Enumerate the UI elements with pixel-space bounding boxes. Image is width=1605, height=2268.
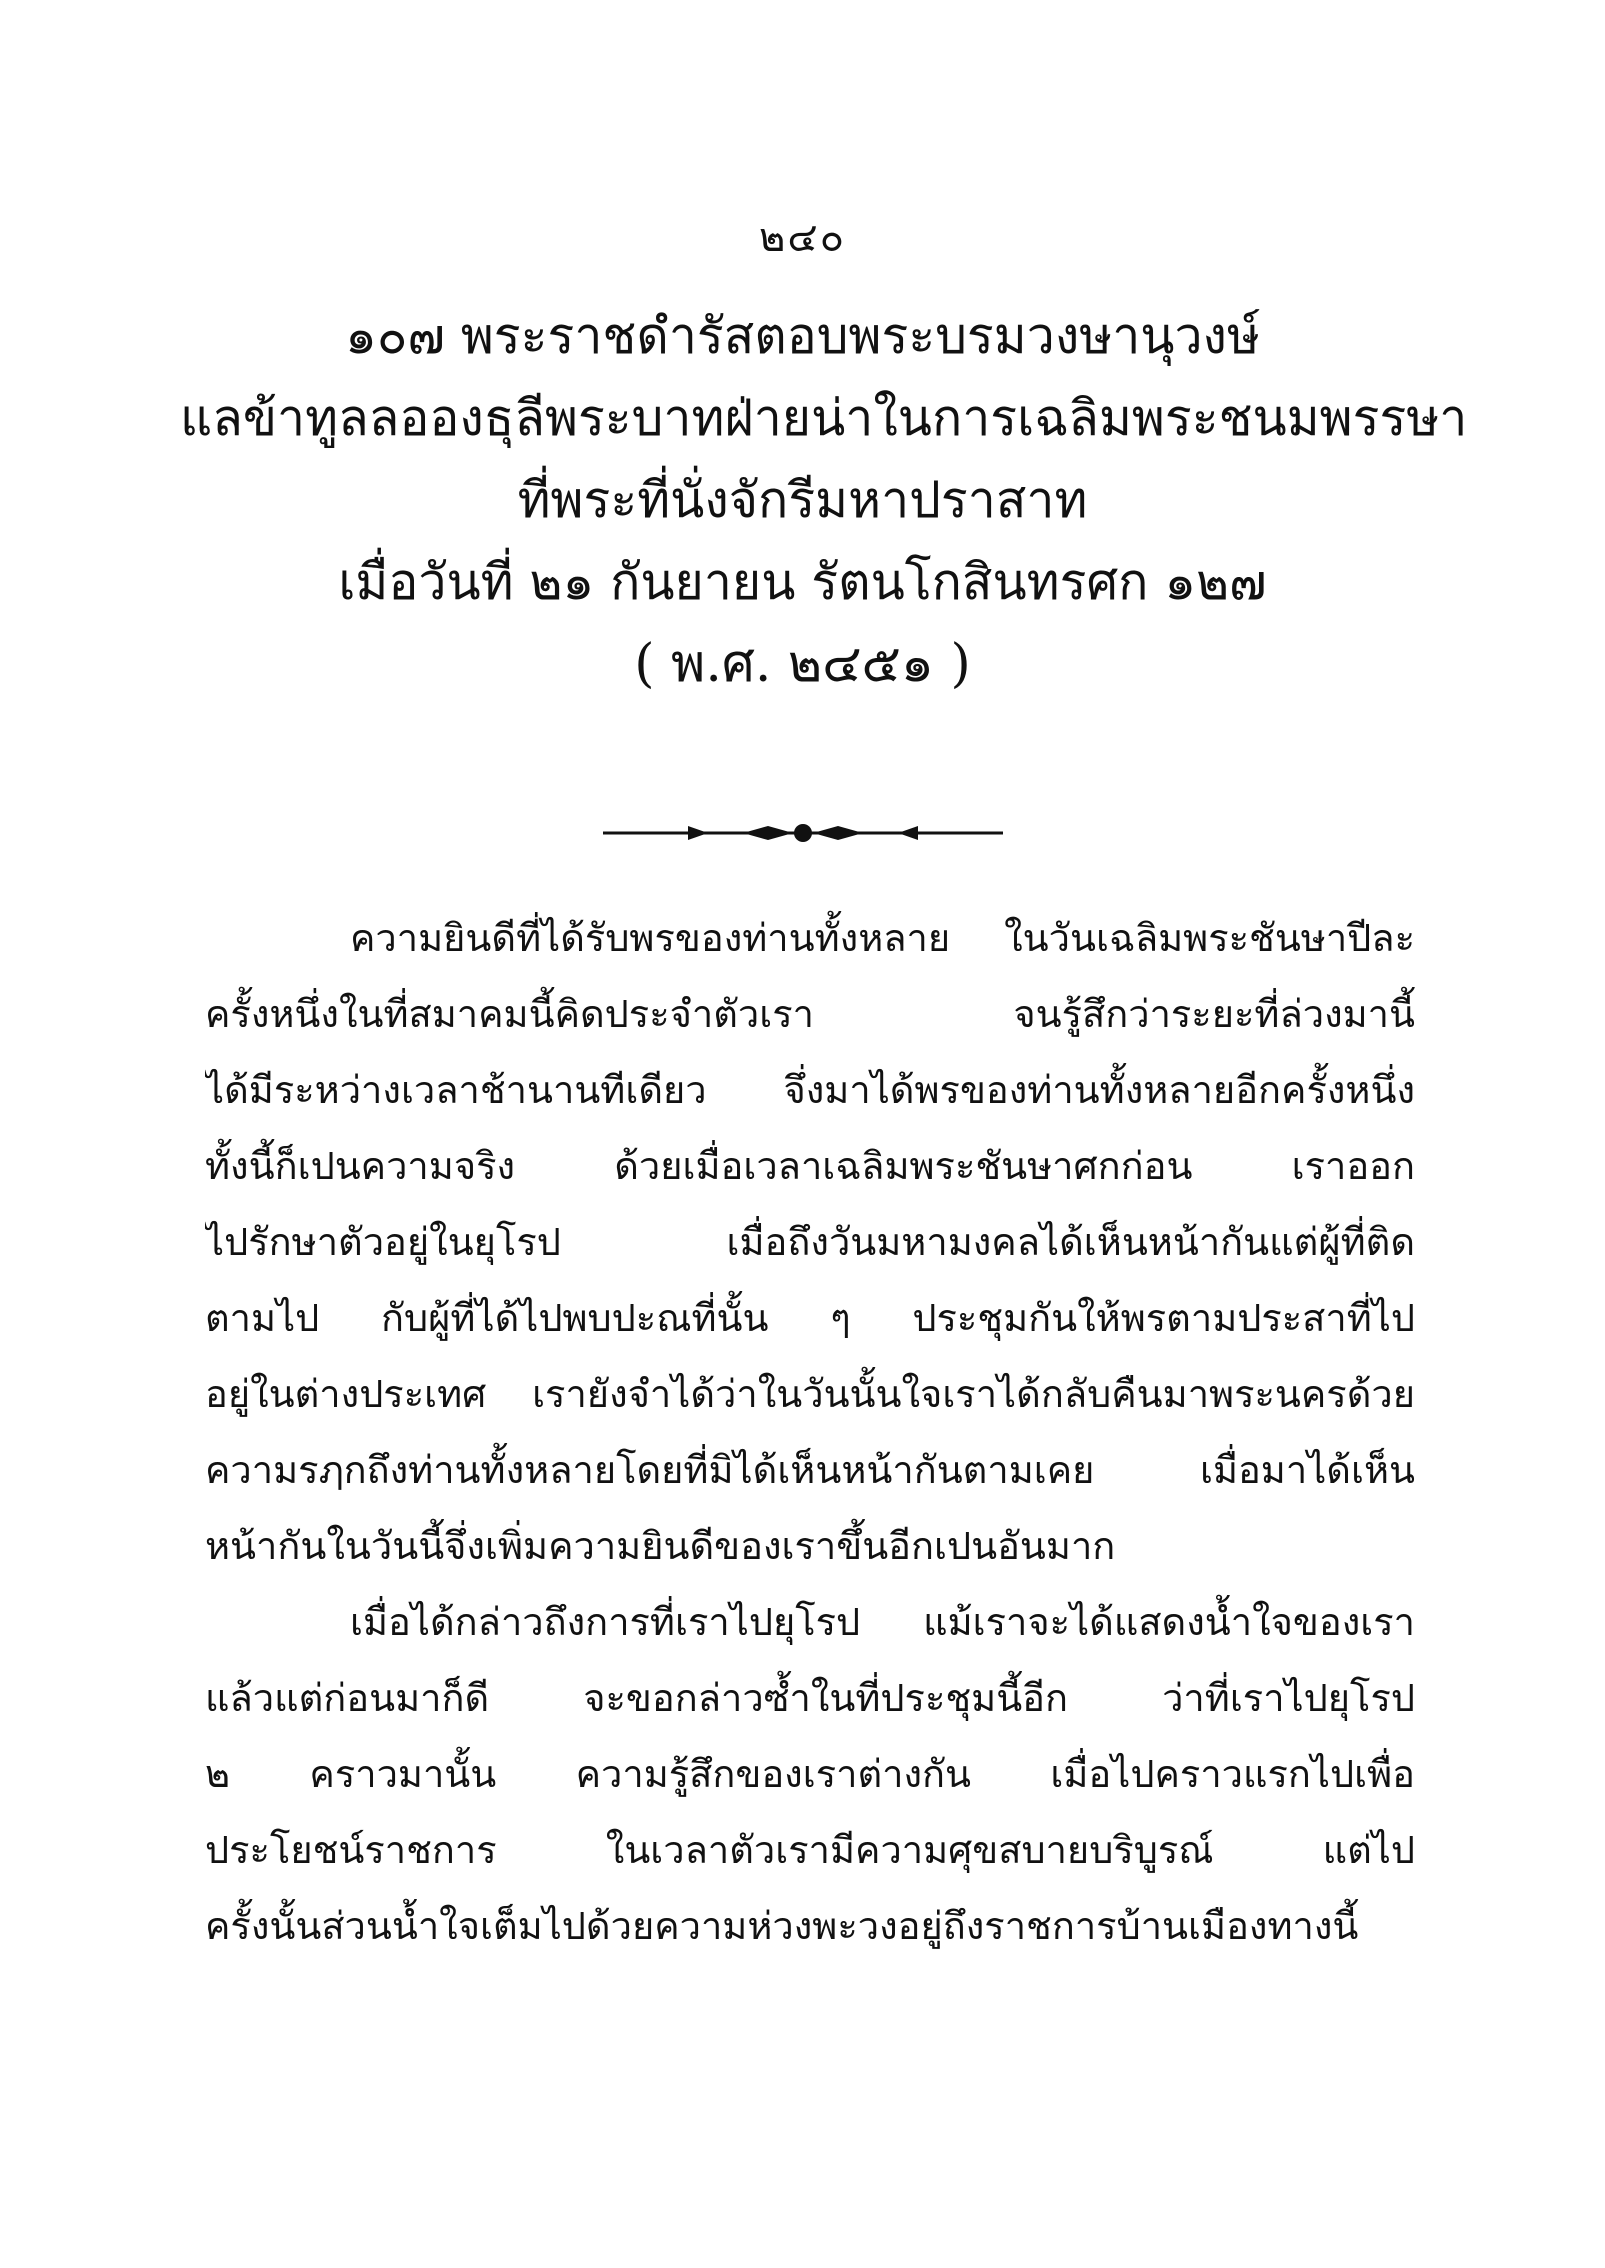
paragraph-line: หน้ากันในวันนี้จึ่งเพิ่มความยินดีของเราขึ้นอีกเปนอันมาก	[205, 1524, 1116, 1568]
decorative-divider	[0, 818, 1605, 848]
paragraph-line: ประโยชน์ราชการ ในเวลาตัวเรามีความศุขสบายบริบูรณ์ แต่ไป	[205, 1828, 1415, 1872]
heading-date-line: เมื่อวันที่ ๒๑ กันยายน รัตนโกสินทรศก ๑๒๗	[338, 553, 1267, 611]
paragraph-line: เมื่อได้กล่าวถึงการที่เราไปยุโรป แม้เราจะได้แสดงน้ำใจของเรา	[350, 1600, 1415, 1644]
ornament-divider-icon	[593, 818, 1013, 848]
heading-era-line: ( พ.ศ. ๒๔๕๑ )	[634, 634, 971, 694]
paragraph-line: ไปรักษาตัวอยู่ในยุโรป เมื่อถึงวันมหามงคลได้เห็นหน้ากันแต่ผู้ที่ติด	[205, 1220, 1415, 1264]
heading-subtitle-line: แลข้าทูลลอองธุลีพระบาทฝ่ายน่าในการเฉลิมพระชนมพรรษา	[180, 389, 1468, 447]
paragraph-line: ความรฦกถึงท่านทั้งหลายโดยที่มิได้เห็นหน้ากันตามเคย เมื่อมาได้เห็น	[205, 1448, 1415, 1492]
heading-title-line: ๑๐๗ พระราชดำรัสตอบพระบรมวงษานุวงษ์	[345, 307, 1260, 365]
paragraph-line: ๒ คราวมานั้น ความรู้สึกของเราต่างกัน เมื่อไปคราวแรกไปเพื่อ	[205, 1752, 1415, 1796]
paragraph-line: แล้วแต่ก่อนมาก็ดี จะขอกล่าวซ้ำในที่ประชุมนี้อีก ว่าที่เราไปยุโรป	[205, 1676, 1415, 1720]
paragraph-line: ตามไป กับผู้ที่ได้ไปพบปะณที่นั้น ๆ ประชุมกันให้พรตามประสาที่ไป	[205, 1296, 1415, 1340]
body-text	[205, 900, 1415, 1964]
paragraph-line: ได้มีระหว่างเวลาช้านานทีเดียว จึ่งมาได้พรของท่านทั้งหลายอีกครั้งหนึ่ง	[205, 1068, 1415, 1112]
page-number: ๒๔๐	[758, 215, 847, 261]
paragraph-line: ครั้งนั้นส่วนน้ำใจเต็มไปด้วยความห่วงพะวงอยู่ถึงราชการบ้านเมืองทางนี้	[205, 1904, 1359, 1948]
section-heading	[180, 300, 1468, 710]
paragraph-line: ครั้งหนึ่งในที่สมาคมนี้คิดประจำตัวเรา จนรู้สึกว่าระยะที่ล่วงมานี้	[205, 992, 1415, 1036]
paragraph-line: ทั้งนี้ก็เปนความจริง ด้วยเมื่อเวลาเฉลิมพระชันษาศกก่อน เราออก	[205, 1144, 1415, 1188]
paragraph-line: อยู่ในต่างประเทศ เรายังจำได้ว่าในวันนั้นใจเราได้กลับคืนมาพระนครด้วย	[205, 1372, 1415, 1416]
heading-location-line: ที่พระที่นั่งจักรีมหาปราสาท	[517, 471, 1088, 529]
paragraph-line: ความยินดีที่ได้รับพรของท่านทั้งหลาย ในวันเฉลิมพระชันษาปีละ	[350, 916, 1415, 960]
